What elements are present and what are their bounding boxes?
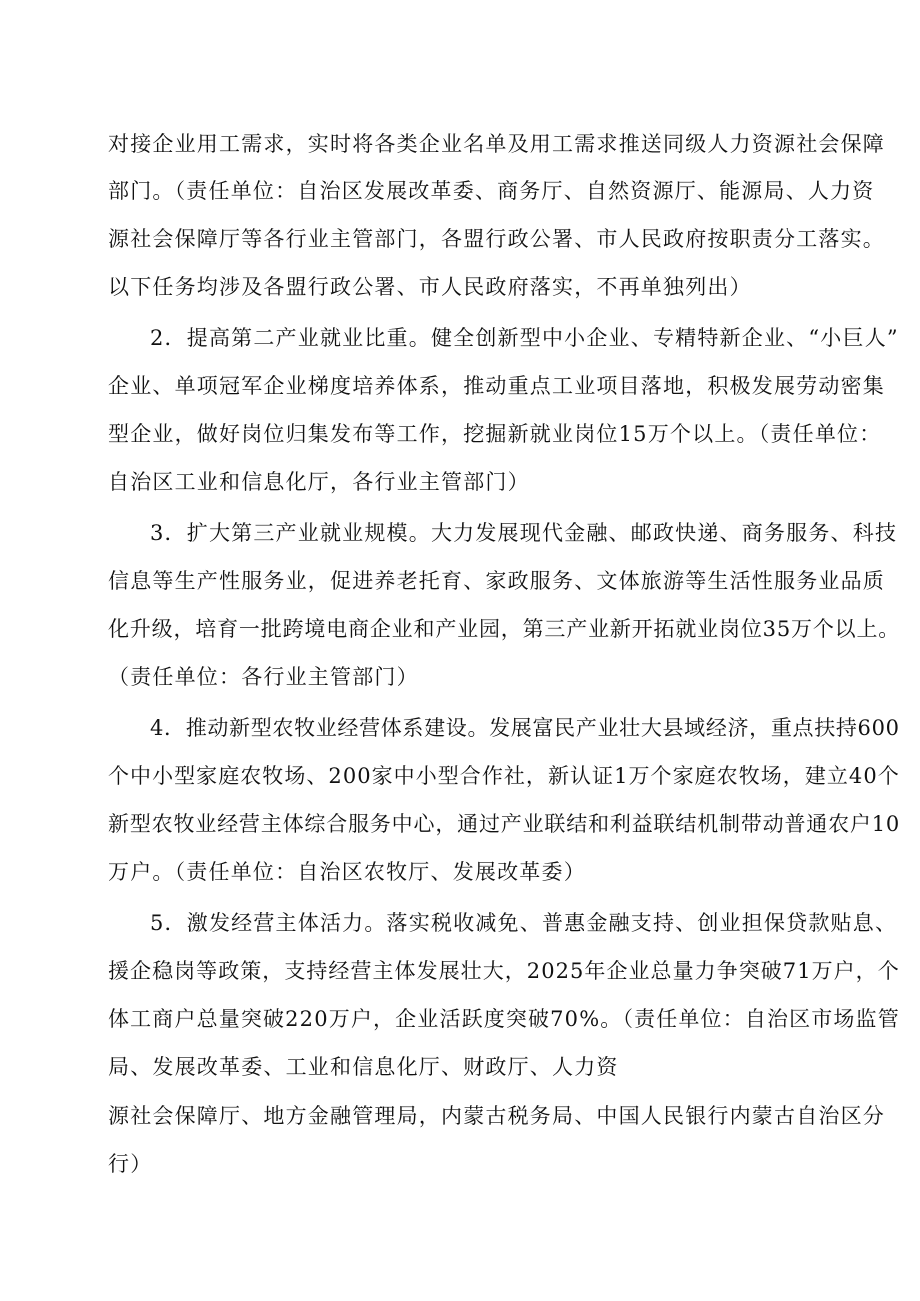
paragraph-4-line-2: 个中小型家庭农牧场、200家中小型合作社，新认证1万个家庭农牧场，建立40个 [108, 764, 900, 788]
paragraph-3-line-4: （责任单位：各行业主管部门） [108, 665, 419, 689]
paragraph-4-line-3: 新型农牧业经营主体综合服务中心，通过产业联结和利益联结机制带动普通农户10 [108, 812, 901, 836]
paragraph-1-line-1: 对接企业用工需求，实时将各类企业名单及用工需求推送同级人力资源社会保障 [108, 132, 885, 156]
paragraph-2-line-3: 型企业，做好岗位归集发布等工作，挖掘新就业岗位15万个以上。（责任单位： [108, 422, 882, 446]
paragraph-1-line-2: 部门。（责任单位：自治区发展改革委、商务厅、自然资源厅、能源局、人力资 [108, 179, 875, 203]
paragraph-1-line-4: 以下任务均涉及各盟行政公署、市人民政府落实，不再单独列出） [108, 275, 752, 299]
paragraph-2-line-1: 2．提高第二产业就业比重。健全创新型中小企业、专精特新企业、“小巨人” [150, 326, 899, 350]
paragraph-2-line-4: 自治区工业和信息化厅，各行业主管部门） [108, 470, 530, 494]
paragraph-3-line-1: 3．扩大第三产业就业规模。大力发展现代金融、邮政快递、商务服务、科技 [150, 521, 898, 545]
paragraph-5-line-3: 体工商户总量突破220万户，企业活跃度突破70%。（责任单位：自治区市场监管 [108, 1007, 900, 1031]
paragraph-5-line-4: 局、发展改革委、工业和信息化厅、财政厅、人力资 [108, 1055, 619, 1079]
paragraph-2-line-2: 企业、单项冠军企业梯度培养体系，推动重点工业项目落地，积极发展劳动密集 [108, 374, 885, 398]
paragraph-3-line-3: 化升级，培育一批跨境电商企业和产业园，第三产业新开拓就业岗位35万个以上。 [108, 617, 901, 641]
paragraph-4-line-1: 4．推动新型农牧业经营体系建设。发展富民产业壮大县域经济，重点扶持600 [150, 716, 900, 740]
paragraph-5-line-5: 源社会保障厅、地方金融管理局，内蒙古税务局、中国人民银行内蒙古自治区分 [108, 1104, 885, 1128]
paragraph-3-line-2: 信息等生产性服务业，促进养老托育、家政服务、文体旅游等生活性服务业品质 [108, 569, 885, 593]
paragraph-5-line-6: 行） [108, 1152, 153, 1176]
paragraph-5-line-2: 援企稳岗等政策，支持经营主体发展壮大，2025年企业总量力争突破71万户，个 [108, 959, 900, 983]
paragraph-1-line-3: 源社会保障厅等各行业主管部门，各盟行政公署、市人民政府按职责分工落实。 [108, 227, 885, 251]
paragraph-5-line-1: 5．激发经营主体活力。落实税收减免、普惠金融支持、创业担保贷款贴息、 [150, 911, 898, 935]
paragraph-4-line-4: 万户。（责任单位：自治区农牧厅、发展改革委） [108, 860, 586, 884]
